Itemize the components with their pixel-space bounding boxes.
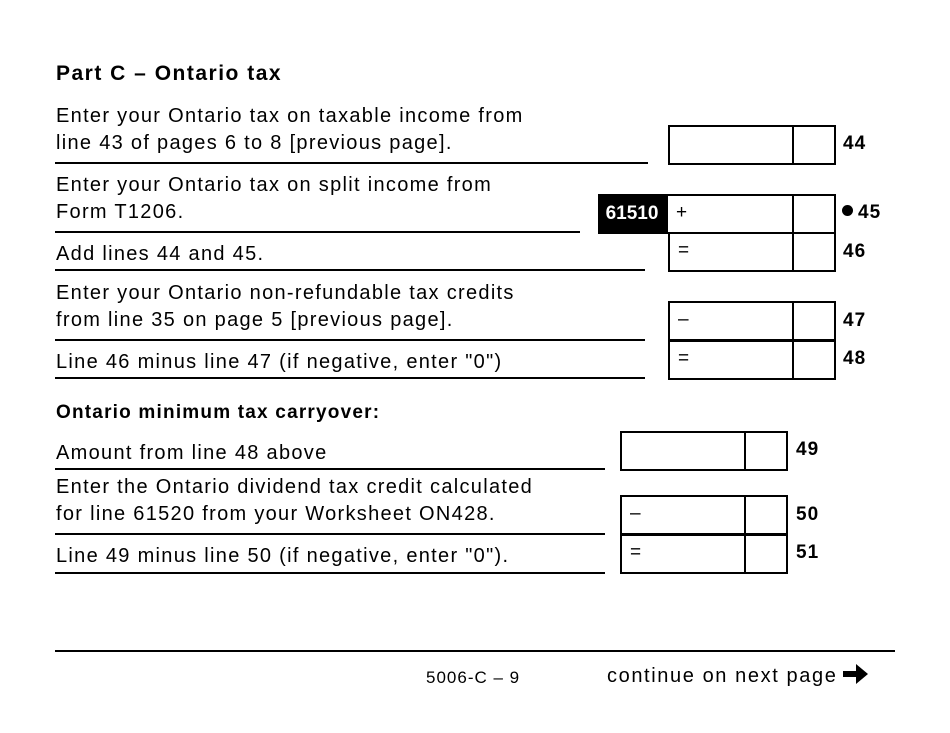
line-45-label-2: Form T1206. [56, 201, 185, 223]
line-51-amount-field[interactable] [620, 534, 788, 574]
line-51-underline [55, 572, 605, 574]
line-50-amount-field[interactable] [620, 495, 788, 535]
line-46-cents-divider [792, 234, 794, 270]
line-47-amount-field[interactable] [668, 301, 836, 341]
line-44-cents-divider [792, 127, 794, 163]
line-44-label-2: line 43 of pages 6 to 8 [previous page]. [56, 132, 453, 154]
line-45-number-wrap [842, 202, 881, 224]
continue-note [607, 663, 869, 691]
line-46-label: Add lines 44 and 45. [56, 243, 265, 265]
line-49-cents-divider [744, 433, 746, 469]
line-49-number: 49 [796, 439, 820, 460]
line-44-label-1: Enter your Ontario tax on taxable income from [56, 105, 524, 127]
line-51-operator: = [630, 542, 642, 563]
line-44-underline [55, 162, 648, 164]
line-44-number: 44 [843, 133, 867, 154]
line-47-operator: – [678, 309, 689, 330]
line-48-operator: = [678, 348, 690, 369]
line-48-amount-field[interactable] [668, 340, 836, 380]
bullet-icon [842, 205, 853, 216]
section-title: Part C – Ontario tax [56, 62, 283, 85]
line-49-underline [55, 468, 605, 470]
line-50-number: 50 [796, 504, 820, 525]
line-46-number: 46 [843, 241, 867, 262]
line-45-underline [55, 231, 580, 233]
line-51-cents-divider [744, 536, 746, 572]
line-48-cents-divider [792, 342, 794, 378]
line-48-label: Line 46 minus line 47 (if negative, enter "0") [56, 351, 503, 373]
line-47-underline [55, 339, 645, 341]
line-50-underline [55, 533, 605, 535]
line-45-cents-divider [792, 196, 794, 232]
arrow-right-icon [843, 663, 869, 691]
footer-divider [55, 650, 895, 652]
line-46-underline [55, 269, 645, 271]
continue-text: continue on next page [607, 665, 838, 687]
line-47-number: 47 [843, 310, 867, 331]
line-46-operator: = [678, 240, 690, 261]
line-45-label-1: Enter your Ontario tax on split income from [56, 174, 493, 196]
line-46-amount-field[interactable] [668, 232, 836, 272]
line-47-cents-divider [792, 303, 794, 339]
line-48-underline [55, 377, 645, 379]
line-47-label-2: from line 35 on page 5 [previous page]. [56, 309, 454, 331]
form-page-number: 5006-C – 9 [426, 668, 521, 687]
line-49-label: Amount from line 48 above [56, 442, 328, 464]
line-45-operator: + [676, 202, 688, 223]
line-47-label-1: Enter your Ontario non-refundable tax credits [56, 282, 515, 304]
line-50-cents-divider [744, 497, 746, 533]
line-50-label-1: Enter the Ontario dividend tax credit calculated [56, 476, 534, 498]
line-51-number: 51 [796, 542, 820, 563]
line-49-amount-field[interactable] [620, 431, 788, 471]
line-51-label: Line 49 minus line 50 (if negative, enter "0"). [56, 545, 510, 567]
line-44-amount-field[interactable] [668, 125, 836, 165]
line-48-number: 48 [843, 348, 867, 369]
line-45-number: 45 [858, 202, 882, 223]
minimum-tax-carryover-heading: Ontario minimum tax carryover: [56, 402, 381, 423]
line-45-code-badge: 61510 [598, 194, 666, 234]
line-45-amount-field[interactable] [666, 194, 836, 234]
line-50-operator: – [630, 503, 641, 524]
line-50-label-2: for line 61520 from your Worksheet ON428. [56, 503, 496, 525]
